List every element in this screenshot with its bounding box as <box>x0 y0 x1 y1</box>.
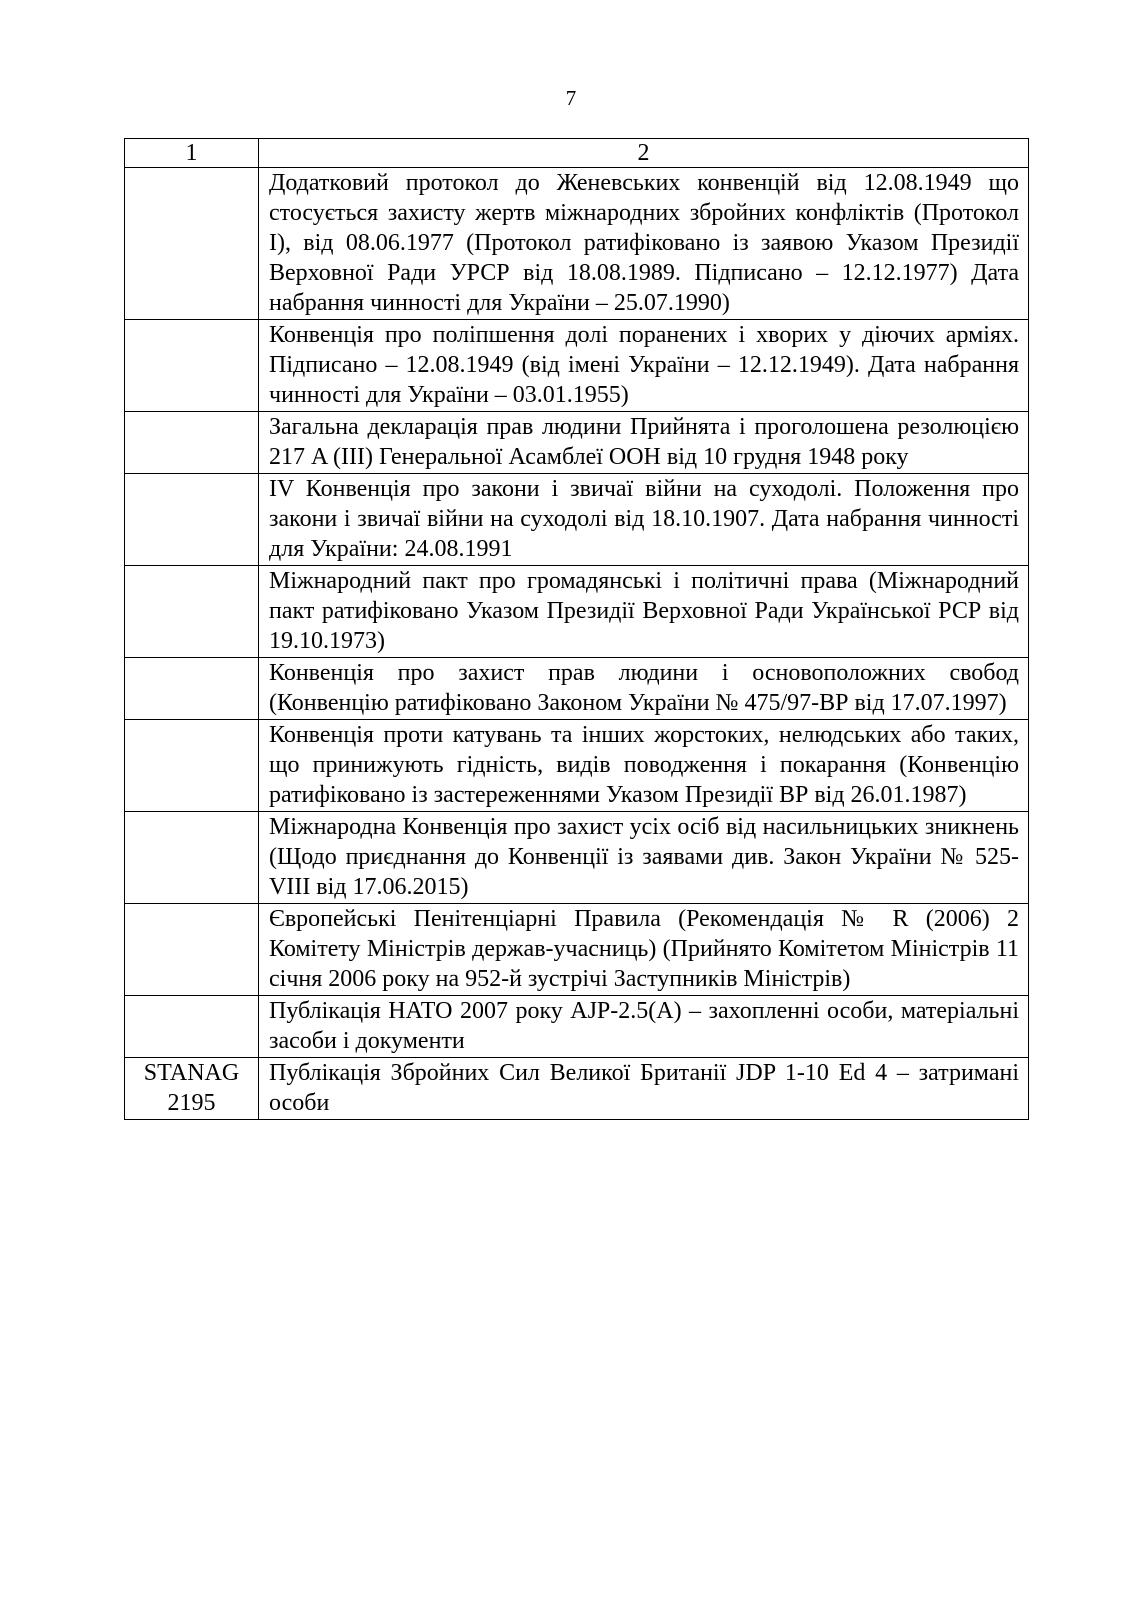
row-text-cell: Європейські Пенітенціарні Правила (Рекомендація № R (2006) 2 Комітету Міністрів держав-учасниць) (Прийнято Комітетом Міністрів 11 січня 2006 року на 952-й зустрічі Заступників Міністрів) <box>259 904 1029 996</box>
row-code-cell <box>125 566 259 658</box>
row-code-cell <box>125 996 259 1058</box>
legal-documents-table <box>124 138 1029 1120</box>
row-text-cell: Загальна декларація прав людини Прийнята і проголошена резолюцією 217 A (III) Генеральної Асамблеї ООН від 10 грудня 1948 року <box>259 412 1029 474</box>
row-text-cell: Публікація НАТО 2007 року AJP-2.5(A) – захопленні особи, матеріальні засоби і документи <box>259 996 1029 1058</box>
table-row <box>125 720 1029 812</box>
row-code-cell <box>125 904 259 996</box>
row-code-cell <box>125 474 259 566</box>
row-text-cell: Міжнародна Конвенція про захист усіх осіб від насильницьких зникнень (Щодо приєднання до Конвенції із заявами див. Закон України № 525-VIII від 17.06.2015) <box>259 812 1029 904</box>
table-row <box>125 566 1029 658</box>
row-code-cell <box>125 658 259 720</box>
table-row <box>125 474 1029 566</box>
row-text-cell: Конвенція проти катувань та інших жорстоких, нелюдських або таких, що принижують гідність, видів поводження і покарання (Конвенцію ратифіковано із застереженнями Указом Президії ВР від 26.01.1987) <box>259 720 1029 812</box>
table-row <box>125 658 1029 720</box>
table-row <box>125 996 1029 1058</box>
row-text-cell: Публікація Збройних Сил Великої Британії JDP 1-10 Ed 4 – затримані особи <box>259 1058 1029 1120</box>
row-code-cell <box>125 168 259 320</box>
column-header-1: 1 <box>125 139 259 168</box>
row-text-cell: Конвенція про захист прав людини і основоположних свобод (Конвенцію ратифіковано Законом України № 475/97-ВР від 17.07.1997) <box>259 658 1029 720</box>
page-number: 7 <box>565 86 577 110</box>
row-text-cell: Конвенція про поліпшення долі поранених і хворих у діючих арміях. Підписано – 12.08.1949 (від імені України – 12.12.1949). Дата набрання чинності для України – 03.01.1955) <box>259 320 1029 412</box>
table-row <box>125 812 1029 904</box>
row-code-cell <box>125 812 259 904</box>
table-row <box>125 1058 1029 1120</box>
row-text-cell: Міжнародний пакт про громадянські і політичні права (Міжнародний пакт ратифіковано Указом Президії Верховної Ради Української РСР від 19.10.1973) <box>259 566 1029 658</box>
table-row <box>125 168 1029 320</box>
table-row <box>125 904 1029 996</box>
column-header-2: 2 <box>259 139 1029 168</box>
row-code-cell: STANAG 2195 <box>125 1058 259 1120</box>
table-row <box>125 412 1029 474</box>
row-code-cell <box>125 412 259 474</box>
table-row <box>125 320 1029 412</box>
row-code-cell <box>125 720 259 812</box>
table-header-row <box>125 139 1029 168</box>
row-text-cell: Додатковий протокол до Женевських конвенцій від 12.08.1949 що стосується захисту жертв міжнародних збройних конфліктів (Протокол I), від 08.06.1977 (Протокол ратифіковано із заявою Указом Президії Верховної Ради УРСР від 18.08.1989. Підписано – 12.12.1977) Дата набрання чинності для України – 25.07.1990) <box>259 168 1029 320</box>
row-text-cell: IV Конвенція про закони і звичаї війни на суходолі. Положення про закони і звичаї війни на суходолі від 18.10.1907. Дата набрання чинності для України: 24.08.1991 <box>259 474 1029 566</box>
row-code-cell <box>125 320 259 412</box>
